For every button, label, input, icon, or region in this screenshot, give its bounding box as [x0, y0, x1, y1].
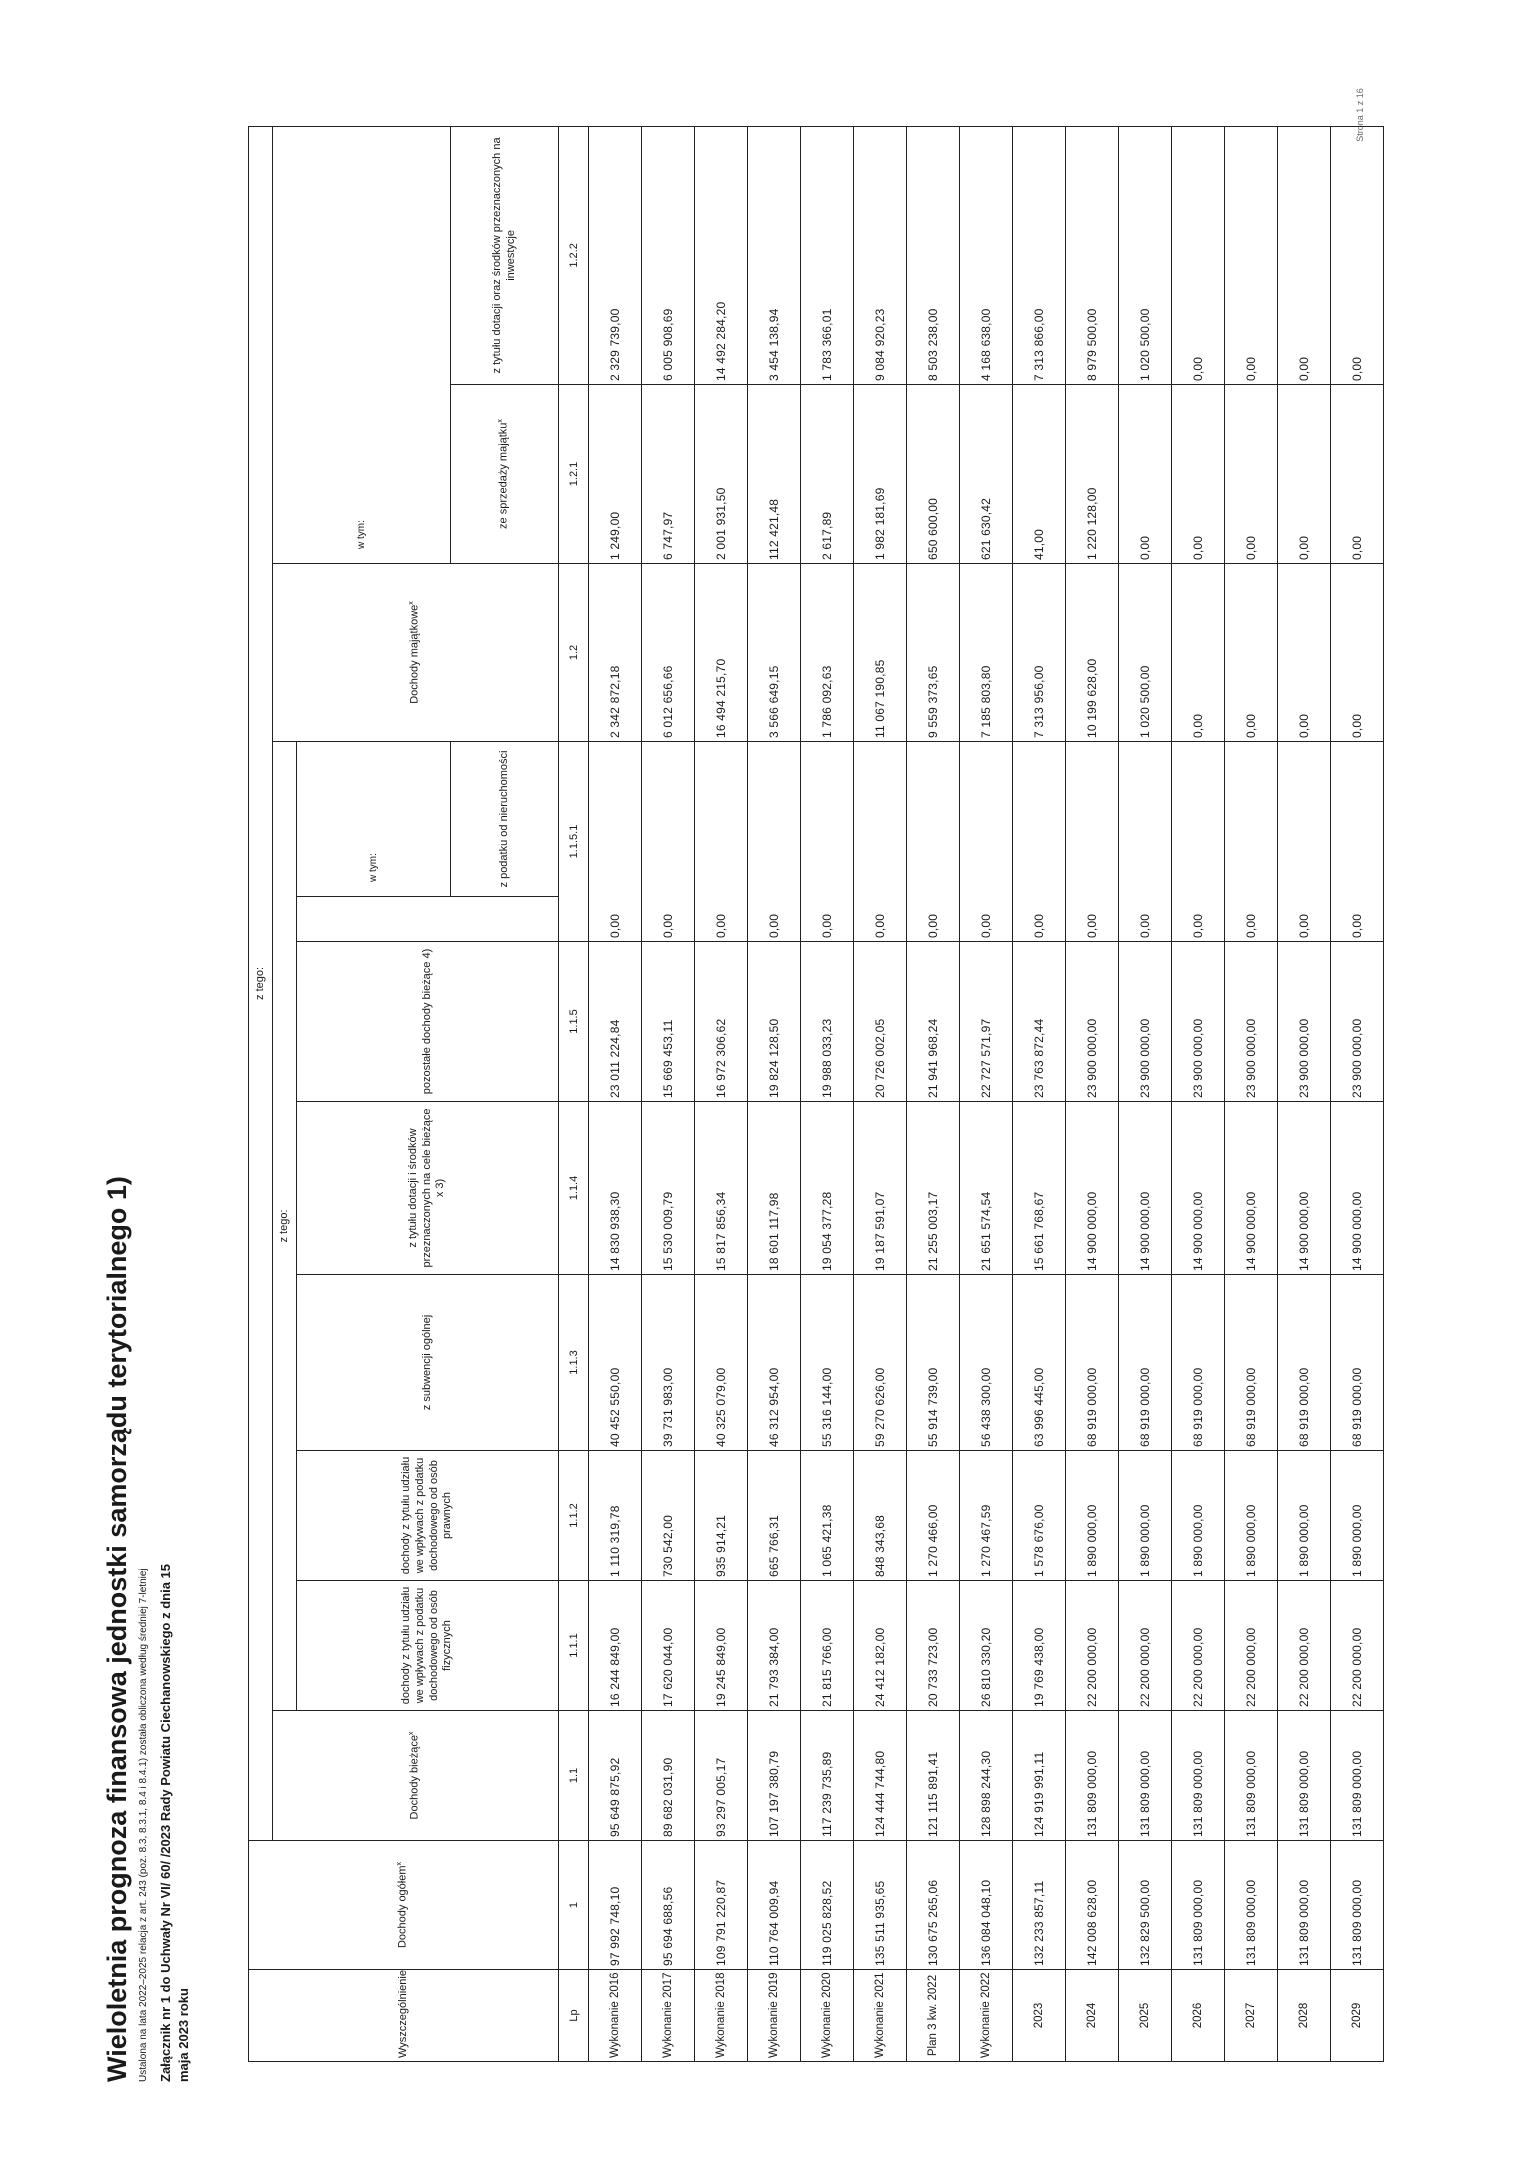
table-cell: 19 054 377,28 — [801, 1102, 854, 1275]
table-cell: 0,00 — [1172, 742, 1225, 942]
header-pozostale: pozostałe dochody bieżące 4) — [297, 942, 559, 1102]
table-cell: 1 270 467,59 — [960, 1451, 1013, 1581]
table-cell: 1 786 092,63 — [801, 564, 854, 742]
table-cell: 135 511 935,65 — [854, 1841, 907, 1970]
table-cell: 93 297 005,17 — [695, 1711, 748, 1841]
table-cell: 22 200 000,00 — [1278, 1581, 1331, 1711]
table-cell: 97 992 748,10 — [589, 1841, 642, 1970]
table-cell: 0,00 — [1278, 564, 1331, 742]
table-cell: 124 444 744,80 — [854, 1711, 907, 1841]
table-cell: 0,00 — [1331, 385, 1384, 564]
table-cell: 3 566 649,15 — [748, 564, 801, 742]
table-cell: 55 914 739,00 — [907, 1275, 960, 1451]
table-cell: 7 313 866,00 — [1013, 126, 1066, 384]
table-cell: 19 824 128,50 — [748, 942, 801, 1102]
row-label: 2023 — [1013, 1970, 1066, 2062]
group-z-tego-inner: z tego: — [273, 742, 297, 1711]
table-cell: 0,00 — [1225, 564, 1278, 742]
table-cell: 23 900 000,00 — [1278, 942, 1331, 1102]
table-cell: 39 731 983,00 — [642, 1275, 695, 1451]
table-cell: 131 809 000,00 — [1119, 1711, 1172, 1841]
table-cell: 1 110 319,78 — [589, 1451, 642, 1581]
table-cell: 112 421,48 — [748, 385, 801, 564]
table-cell: 8 979 500,00 — [1066, 126, 1119, 384]
table-cell: 1 982 181,69 — [854, 385, 907, 564]
financial-forecast-table — [248, 126, 1384, 2062]
header-dotacje-inwest: z tytułu dotacji oraz środków przeznaczonych na inwestycje — [451, 126, 559, 384]
table-cell: 22 727 571,97 — [960, 942, 1013, 1102]
table-cell: 142 008 628,00 — [1066, 1841, 1119, 1970]
table-cell: 68 919 000,00 — [1331, 1275, 1384, 1451]
table-cell: 21 651 574,54 — [960, 1102, 1013, 1275]
table-cell: 21 255 003,17 — [907, 1102, 960, 1275]
table-cell: 1 890 000,00 — [1119, 1451, 1172, 1581]
header-dochody-majatkowe: Dochody majątkowe$^x$ — [273, 564, 559, 742]
table-cell: 4 168 638,00 — [960, 126, 1013, 384]
table-cell: 124 919 991,11 — [1013, 1711, 1066, 1841]
row-label: Wykonanie 2020 — [801, 1970, 854, 2062]
group-w-tym-1: w tym: — [297, 742, 451, 897]
table-cell: 22 200 000,00 — [1225, 1581, 1278, 1711]
row-label: 2028 — [1278, 1970, 1331, 2062]
table-cell: 0,00 — [907, 742, 960, 942]
table-cell: 0,00 — [854, 742, 907, 942]
table-cell: 848 343,68 — [854, 1451, 907, 1581]
table-row — [907, 126, 960, 2061]
table-cell: 19 988 033,23 — [801, 942, 854, 1102]
group-w-tym-2: w tym: — [273, 126, 451, 563]
row-label: 2024 — [1066, 1970, 1119, 2062]
header-wyszczegolnienie: Wyszczególnienie — [249, 1970, 559, 2062]
table-cell: 0,00 — [1331, 126, 1384, 384]
table-cell: 89 682 031,90 — [642, 1711, 695, 1841]
table-cell: 1 020 500,00 — [1119, 126, 1172, 384]
table-cell: 22 200 000,00 — [1172, 1581, 1225, 1711]
table-cell: 1 065 421,38 — [801, 1451, 854, 1581]
row-label: 2025 — [1119, 1970, 1172, 2062]
table-cell: 23 900 000,00 — [1225, 942, 1278, 1102]
table-row — [854, 126, 907, 2061]
table-cell: 24 412 182,00 — [854, 1581, 907, 1711]
table-cell: 2 001 931,50 — [695, 385, 748, 564]
document-subtitle: Ustalona na lata 2022–2025 relacja z art. 243 (poz. 8.3, 8.3.1, 8.4 i 8.4.1) została obliczona według średniej 7-letniej — [138, 1568, 149, 2082]
table-cell: 117 239 735,89 — [801, 1711, 854, 1841]
row-label: Wykonanie 2021 — [854, 1970, 907, 2062]
table-cell: 19 769 438,00 — [1013, 1581, 1066, 1711]
table-cell: 131 809 000,00 — [1331, 1841, 1384, 1970]
table-cell: 19 245 849,00 — [695, 1581, 748, 1711]
table-cell: 131 809 000,00 — [1278, 1711, 1331, 1841]
table-cell: 131 809 000,00 — [1066, 1711, 1119, 1841]
table-cell: 15 669 453,11 — [642, 942, 695, 1102]
table-cell: 7 313 956,00 — [1013, 564, 1066, 742]
table-cell: 16 972 306,62 — [695, 942, 748, 1102]
table-row — [1066, 126, 1119, 2061]
table-cell: 0,00 — [1172, 126, 1225, 384]
table-cell: 0,00 — [1225, 385, 1278, 564]
table-cell: 132 829 500,00 — [1119, 1841, 1172, 1970]
table-cell: 131 809 000,00 — [1331, 1711, 1384, 1841]
table-cell: 0,00 — [589, 742, 642, 942]
table-cell: 68 919 000,00 — [1225, 1275, 1278, 1451]
table-cell: 68 919 000,00 — [1119, 1275, 1172, 1451]
table-cell: 0,00 — [801, 742, 854, 942]
table-cell: 1 578 676,00 — [1013, 1451, 1066, 1581]
table-cell: 14 900 000,00 — [1225, 1102, 1278, 1275]
table-row — [748, 126, 801, 2061]
table-cell: 0,00 — [1278, 742, 1331, 942]
table-cell: 26 810 330,20 — [960, 1581, 1013, 1711]
table-cell: 21 941 968,24 — [907, 942, 960, 1102]
table-cell: 0,00 — [1278, 126, 1331, 384]
header-dochody-ogolem: Dochody ogółem$^x$ — [249, 1841, 559, 1970]
table-cell: 59 270 626,00 — [854, 1275, 907, 1451]
annex-line-1: Załącznik nr 1 do Uchwały Nr VI/ 60/ /2023 Rady Powiatu Ciechanowskiego z dnia 15 — [158, 1563, 173, 2082]
table-cell: 2 342 872,18 — [589, 564, 642, 742]
table-cell: 935 914,21 — [695, 1451, 748, 1581]
table-cell: 40 325 079,00 — [695, 1275, 748, 1451]
table-cell: 131 809 000,00 — [1172, 1711, 1225, 1841]
table-cell: 56 438 300,00 — [960, 1275, 1013, 1451]
table-cell: 6 012 656,66 — [642, 564, 695, 742]
table-row — [589, 126, 642, 2061]
header-pit: dochody z tytułu udziału we wpływach z podatku dochodowego od osób fizycznych — [297, 1581, 559, 1711]
table-cell: 131 809 000,00 — [1225, 1711, 1278, 1841]
table-row — [1331, 126, 1384, 2061]
row-label: Wykonanie 2022 — [960, 1970, 1013, 2062]
table-cell: 130 675 265,06 — [907, 1841, 960, 1970]
table-cell: 0,00 — [1225, 742, 1278, 942]
table-cell: 40 452 550,00 — [589, 1275, 642, 1451]
table-cell: 0,00 — [1331, 564, 1384, 742]
row-label: 2027 — [1225, 1970, 1278, 2062]
table-cell: 14 900 000,00 — [1172, 1102, 1225, 1275]
header-dotacje-biezace: z tytułu dotacji i środków przeznaczonych na cele bieżące x 3) — [297, 1102, 559, 1275]
table-cell: 0,00 — [1066, 742, 1119, 942]
table-cell: 15 530 009,79 — [642, 1102, 695, 1275]
header-subwencja: z subwencji ogólnej — [297, 1275, 559, 1451]
table-cell: 2 329 739,00 — [589, 126, 642, 384]
table-cell: 0,00 — [642, 742, 695, 942]
table-cell: 14 830 938,30 — [589, 1102, 642, 1275]
table-cell: 20 726 002,05 — [854, 942, 907, 1102]
table-cell: 22 200 000,00 — [1066, 1581, 1119, 1711]
group-z-tego-outer: z tego: — [249, 126, 273, 1840]
table-row — [960, 126, 1013, 2061]
page-number: Strona 1 z 16 — [1355, 88, 1365, 142]
table-cell: 17 620 044,00 — [642, 1581, 695, 1711]
table-cell: 6 005 908,69 — [642, 126, 695, 384]
table-cell: 109 791 220,87 — [695, 1841, 748, 1970]
table-cell: 68 919 000,00 — [1066, 1275, 1119, 1451]
table-cell: 68 919 000,00 — [1278, 1275, 1331, 1451]
table-cell: 121 115 891,41 — [907, 1711, 960, 1841]
table-row — [1119, 126, 1172, 2061]
table-cell: 0,00 — [1172, 385, 1225, 564]
table-cell: 22 200 000,00 — [1119, 1581, 1172, 1711]
table-cell: 119 025 828,52 — [801, 1841, 854, 1970]
table-cell: 0,00 — [960, 742, 1013, 942]
table-cell: 650 600,00 — [907, 385, 960, 564]
table-cell: 136 084 048,10 — [960, 1841, 1013, 1970]
table-cell: 14 900 000,00 — [1119, 1102, 1172, 1275]
table-cell: 11 067 190,85 — [854, 564, 907, 742]
table-cell: 10 199 628,00 — [1066, 564, 1119, 742]
table-cell: 9 084 920,23 — [854, 126, 907, 384]
table-cell: 3 454 138,94 — [748, 126, 801, 384]
row-label: 2029 — [1331, 1970, 1384, 2062]
table-cell: 0,00 — [695, 742, 748, 942]
table-cell: 131 809 000,00 — [1172, 1841, 1225, 1970]
table-cell: 621 630,42 — [960, 385, 1013, 564]
table-cell: 63 996 445,00 — [1013, 1275, 1066, 1451]
table-cell: 131 809 000,00 — [1278, 1841, 1331, 1970]
table-cell: 23 900 000,00 — [1119, 942, 1172, 1102]
table-cell: 14 492 284,20 — [695, 126, 748, 384]
table-cell: 0,00 — [1331, 742, 1384, 942]
table-cell: 14 900 000,00 — [1278, 1102, 1331, 1275]
table-cell: 1 270 466,00 — [907, 1451, 960, 1581]
table-cell: 131 809 000,00 — [1225, 1841, 1278, 1970]
table-cell: 55 316 144,00 — [801, 1275, 854, 1451]
table-cell: 15 661 768,67 — [1013, 1102, 1066, 1275]
table-cell: 21 793 384,00 — [748, 1581, 801, 1711]
table-cell: 41,00 — [1013, 385, 1066, 564]
table-cell: 23 900 000,00 — [1172, 942, 1225, 1102]
table-cell: 0,00 — [1119, 385, 1172, 564]
header-sprzedaz: ze sprzedaży majątku$^x$ — [451, 385, 559, 564]
table-row — [1278, 126, 1331, 2061]
row-label: Plan 3 kw. 2022 — [907, 1970, 960, 2062]
table-row — [1013, 126, 1066, 2061]
table-cell: 0,00 — [1278, 385, 1331, 564]
table-cell: 110 764 009,94 — [748, 1841, 801, 1970]
table-cell: 2 617,89 — [801, 385, 854, 564]
table-cell: 20 733 723,00 — [907, 1581, 960, 1711]
table-cell: 46 312 954,00 — [748, 1275, 801, 1451]
table-cell: 0,00 — [1119, 742, 1172, 942]
table-cell: 1 890 000,00 — [1066, 1451, 1119, 1581]
row-label: Wykonanie 2017 — [642, 1970, 695, 2062]
table-cell: 23 763 872,44 — [1013, 942, 1066, 1102]
table-cell: 0,00 — [1225, 126, 1278, 384]
table-row — [1225, 126, 1278, 2061]
table-cell: 8 503 238,00 — [907, 126, 960, 384]
table-row — [1172, 126, 1225, 2061]
annex-line-2: maja 2023 roku — [176, 1988, 191, 2082]
table-cell: 19 187 591,07 — [854, 1102, 907, 1275]
header-cit: dochody z tytułu udziału we wpływach z podatku dochodowego od osób prawnych — [297, 1451, 559, 1581]
table-row — [695, 126, 748, 2061]
table-cell: 107 197 380,79 — [748, 1711, 801, 1841]
table-cell: 1 890 000,00 — [1331, 1451, 1384, 1581]
rotated-page-content — [70, 98, 1420, 2082]
table-cell: 665 766,31 — [748, 1451, 801, 1581]
table-cell: 6 747,97 — [642, 385, 695, 564]
table-row — [642, 126, 695, 2061]
table-cell: 68 919 000,00 — [1172, 1275, 1225, 1451]
table-cell: 14 900 000,00 — [1331, 1102, 1384, 1275]
column-number-row: Lp 1 1.1 1.1.1 1.1.2 1.1.3 1.1.4 1.1.5 1.1.5.1 1.2 1.2.1 1.2.2 — [559, 126, 589, 2061]
table-cell: 1 890 000,00 — [1172, 1451, 1225, 1581]
table-cell: 7 185 803,80 — [960, 564, 1013, 742]
row-label: 2026 — [1172, 1970, 1225, 2062]
table-cell: 16 494 215,70 — [695, 564, 748, 742]
header-spacer — [297, 897, 451, 942]
table-cell: 1 890 000,00 — [1278, 1451, 1331, 1581]
table-cell: 1 249,00 — [589, 385, 642, 564]
table-cell: 1 890 000,00 — [1225, 1451, 1278, 1581]
row-label: Wykonanie 2019 — [748, 1970, 801, 2062]
table-cell: 95 649 875,92 — [589, 1711, 642, 1841]
table-cell: 9 559 373,65 — [907, 564, 960, 742]
table-cell: 128 898 244,30 — [960, 1711, 1013, 1841]
table-cell: 22 200 000,00 — [1331, 1581, 1384, 1711]
table-cell: 14 900 000,00 — [1066, 1102, 1119, 1275]
table-cell: 16 244 849,00 — [589, 1581, 642, 1711]
header-dochody-biezace: Dochody bieżące$^x$ — [273, 1711, 559, 1841]
table-row — [801, 126, 854, 2061]
table-cell: 1 020 500,00 — [1119, 564, 1172, 742]
table-cell: 23 900 000,00 — [1331, 942, 1384, 1102]
table-cell: 132 233 857,11 — [1013, 1841, 1066, 1970]
table-cell: 23 900 000,00 — [1066, 942, 1119, 1102]
table-cell: 0,00 — [1172, 564, 1225, 742]
table-cell: 95 694 688,56 — [642, 1841, 695, 1970]
table-cell: 1 220 128,00 — [1066, 385, 1119, 564]
row-label: Wykonanie 2016 — [589, 1970, 642, 2062]
header-spacer-2 — [451, 897, 559, 942]
document-title: Wieloletnia prognoza finansowa jednostki samorządu terytorialnego 1) — [102, 1176, 132, 2082]
row-label: Wykonanie 2018 — [695, 1970, 748, 2062]
table-cell: 1 783 366,01 — [801, 126, 854, 384]
table-cell: 0,00 — [748, 742, 801, 942]
table-cell: 0,00 — [1013, 742, 1066, 942]
table-cell: 18 601 117,98 — [748, 1102, 801, 1275]
table-cell: 15 817 856,34 — [695, 1102, 748, 1275]
header-nieruchomosci: z podatku od nieruchomości — [451, 742, 559, 897]
table-cell: 23 011 224,84 — [589, 942, 642, 1102]
table-cell: 730 542,00 — [642, 1451, 695, 1581]
table-cell: 21 815 766,00 — [801, 1581, 854, 1711]
